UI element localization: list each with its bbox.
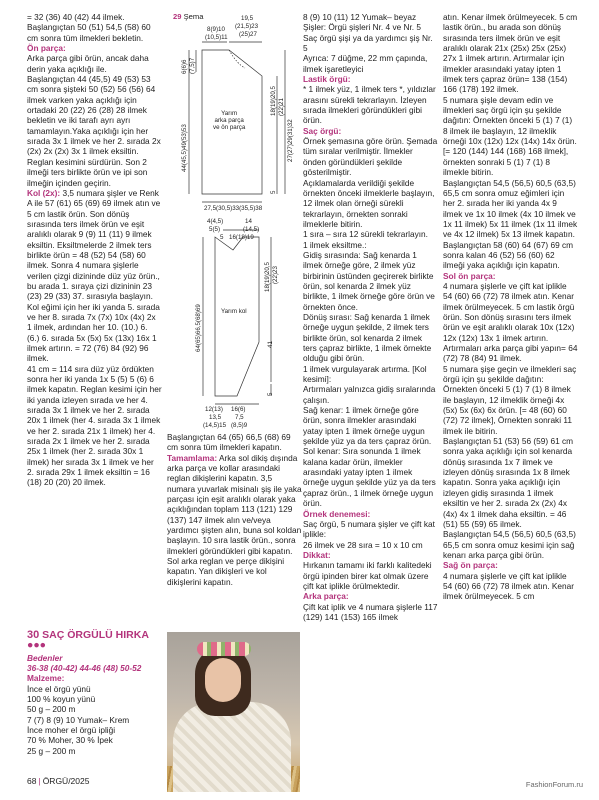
paragraph: atın. Kenar ilmek örülmeyecek. 5 cm lastik örün., bu arada son dönüş sırasında ters ilmek örün ve eşit aralıklı olarak 21x (25x) 25x (25x) 27x 1 ilmek artırın. Artırmalar için ilmekler arasındaki yatay ipten 1 ilmek ters çapraz örün= 138 (154) 166 (178) 192 ilmek. <box>443 12 578 95</box>
dim-label: 5(5) <box>209 226 221 233</box>
paragraph-text: Arka sol dikiş dışında arka parça ve kollar arasındaki reglan dikişlerini kapatın. 3,5 numara yuvarlak misinalı şiş ile yaka parçası için eşit aralıklı olarak yaka açıklığından toplam 113 (121) 129 (137) 147 ilmek alın ve/veya yardımcı şişten alın, buna sol koldan başlayın. 10 sıra lastik örün., sonra ilmekleri göründükleri gibi kapatın. Sol arka reglan ve perçe dikişini kapatın. Yan dikişleri ve kol dikişlerini kapatın. <box>167 452 302 587</box>
dim-label: (10,5)11 <box>205 34 228 41</box>
paragraph: Arka parça gibi örün, ancak daha derin yaka açıklığı ile. <box>27 53 149 74</box>
difficulty-dots-icon: ●●● <box>27 639 47 652</box>
paragraph: Başlangıçtan 51 (53) 56 (59) 61 cm sonra yaka açıklığı için sol kenarda dönüş sırasında 1x 7 ilmek ve izleyen dönüş sırasında 1x 8 ilmek kapatın. Sonra yaka açıklığı için izleyen gidiş sırasında 1 ilmek eksiltin ve her 2. sırada 2x (2x) 4x (4x) 4x 1 ilmek daha eksiltin. = 46 (51) 55 (59) 65 ilmek. <box>443 436 574 529</box>
paragraph: 5 numara şişle devam edin ve ilmekleri saç örgü için şu şekilde dağıtın: Örnekten önceki 5 (1) 7 (1) 8 ilmek ile başlayın, 12 ilmeklik örneği 10x (12x) 12x (14x) 14x örün. [= 120 (144) 144 (168) 168 ilmek], örnekten sonraki 5 (1) 7 (1) 8 ilmekle bitirin. <box>443 94 577 178</box>
paragraph: Gidiş sırasında: Sağ kenarda 1 ilmek örneğe göre, 2 ilmek yüz birbirinin üstünden geçirerek birlikte örün, sol kenarda 2 ilmek yüz birlikte, 1 ilmek örneğe göre örün ve örnekten önce. <box>303 249 435 312</box>
paragraph: = 32 (36) 40 (42) 44 ilmek. <box>27 12 125 22</box>
paragraph: Dönüş sırası: Sağ kenarda 1 ilmek örneğe uygun şekilde, 2 ilmek ters birlikte örün, sol kenarda 2 ilmek ters çapraz birlikte, 1 ilmek örnekte olduğu gibi örün. <box>303 311 432 364</box>
dim-label: 5 <box>270 190 277 194</box>
dim-label: (14,5)15 <box>203 422 227 429</box>
dim-label: (22)21 <box>278 98 285 116</box>
dim-label: 12(13) <box>205 406 223 413</box>
paragraph: Ayrıca: 7 düğme, 22 mm çapında, ilmek işaretleyici <box>303 53 428 74</box>
paragraph: Başlangıçtan 64 (65) 66,5 (68) 69 cm sonra tüm ilmekleri kapatın. <box>167 432 291 453</box>
paragraph: 5 numara şişe geçin ve ilmekleri saç örgü için şu şekilde dağıtın: Örnekten önceki 5 (1) 7 (1) 8 ilmek ile başlayın, 12 ilmeklik örneği 4x (5x) 5x (6x) 6x örün. [= 48 (60) 60 (72) 72 ilmek], Örnekten sonraki 11 ilmek ile bitirin. <box>443 363 577 436</box>
dim-label: (25)27 <box>239 31 257 38</box>
paragraph: Örnek şemasına göre örün. Şemada tüm sıralar verilmiştir. İlmekler önden göründükleri şekilde gösterilmiştir. <box>303 136 438 178</box>
dim-label: 16(6) <box>231 406 246 413</box>
paragraph: Artırmaları yalnızca gidiş sıralarında çalışın. <box>303 384 436 405</box>
diagram-number: 29 <box>173 12 182 21</box>
dim-label: (21,5)23 <box>235 23 259 30</box>
material-line: İnce el örgü yünü <box>27 683 91 694</box>
dim-label: 8(9)10 <box>207 26 225 33</box>
pattern-number: 30 <box>27 629 40 641</box>
dim-label: 5 <box>267 392 274 396</box>
section-heading-sag-on: Sağ ön parça: <box>443 560 498 571</box>
dim-label: 13,5 <box>209 414 222 421</box>
paragraph: Sağ kenar: 1 ilmek örneğe göre örün, sonra ilmekler arasındaki yatay ipten 1 ilmek örneğe uygun şekilde yüz ya da ters çapraz örün. <box>303 405 432 447</box>
dim-label: 4(4,5) <box>207 218 224 225</box>
material-line: 7 (7) 8 (9) 10 Yumak– Krem <box>27 714 130 725</box>
paragraph: Başlangıçtan 58 (60) 64 (67) 69 cm sonra kalan 46 (52) 56 (60) 62 ilmeği yaka açıklığı için kapatın. <box>443 239 574 271</box>
paragraph: Başlangıçtan 44 (45,5) 49 (53) 53 cm sonra şişteki 50 (52) 56 (56) 64 ilmek varken yaka açıklığı için ortadaki 20 (22) 26 (28) 28 ilmek bekletin ve iki tarafı ayrı ayrı tamamlayın.Yaka açıklığı için her sırada 3x 1 ilmek ve her 2. sırada 2x (2x) 2x (2x) 3x 1 ilmek eksiltin. Reglan kesimini sürdürün. Son 2 ilmeği ters birlikte örün ve ipi son ilmeğin içinden geçirin. <box>27 74 161 188</box>
sizes-value: 36-38 (40-42) 44-46 (48) 50-52 <box>27 663 142 674</box>
page-number: 68 <box>27 776 37 786</box>
dim-label: 27(27)29(31)32 <box>287 119 294 162</box>
text-column-1 <box>27 12 162 488</box>
section-heading-dikkat: Dikkat: <box>303 549 331 560</box>
materials-heading: Malzeme: <box>27 673 65 684</box>
section-heading-arka: Arka parça: <box>303 591 349 602</box>
dim-label: 18(19)20,5 <box>264 262 271 292</box>
watermark-site: FashionForum.ru <box>525 780 583 789</box>
paragraph: 1 ilmek eksiltme.: <box>303 239 367 250</box>
paragraph-text: 3,5 numara şişler ve Renk A ile 57 (61) 65 (69) 69 ilmek atın ve 5 cm lastik örün. Son dönüş sırasında ters ilmek örün ve eşit aralıklı olarak 9 (9) 11 (11) 9 ilmek eksiltin. Eksiltmelerde 2 ilmek ters birlikte örün = 48 (52) 54 (58) 60 ilmek. Sonra 4 numara şişlerle verilen çizgi dizininde düz yüz örün., bu arada 1. sıraya çizi dizininin 23 (23) 29 (33) 37. sırasıyla başlayın. <box>27 187 161 302</box>
paragraph: 26 ilmek ve 28 sıra = 10 x 10 cm <box>303 539 423 550</box>
paragraph: Saç örgü, 5 numara şişler ve çift kat iplikle: <box>303 518 435 540</box>
paragraph: Şişler: Örgü şişleri Nr. 4 ve Nr. 5 <box>303 22 422 33</box>
dim-label: (8,5)9 <box>231 422 248 429</box>
model-photo <box>167 632 300 792</box>
magazine-name: ÖRGÜ/2025 <box>42 776 90 786</box>
page-footer <box>27 776 89 786</box>
dim-label: 6(6)6 <box>181 59 188 74</box>
paragraph: 4 numara şişlerle ve çift kat iplikle 54 (60) 66 (72) 78 ilmek atın. Kenar ilmek örülmeyecek. 5 cm lastik örgü örün. Son dönüş sırasını ters ilmek örün ve eşit aralıklı olarak 10x (12x) 12x (12x) 13x 1 ilmek artırın. Artırmaları arka parça gibi yapın= 64 (72) 78 (84) 91 ilmek. <box>443 280 578 364</box>
flower-crown <box>197 642 251 656</box>
dim-label: 16(18)19 <box>229 234 254 241</box>
section-heading-sac: Saç örgü: <box>303 125 342 136</box>
dim-label: 44(45,5)49(53)53 <box>181 124 188 172</box>
paragraph: * 1 ilmek yüz, 1 ilmek ters *, yıldızlar arasını sürekli tekrarlayın. İzleyen sırada ilmekleri göründükleri gibi örün. <box>303 84 436 126</box>
paragraph: Saç örgü şişi ya da yardımcı şiş Nr. 5 <box>303 32 433 54</box>
paragraph: Hırkanın tamamı iki farklı kalitedeki örgü ipinden birer kat olmak üzere çift kat iplikle örülmektedir. <box>303 560 432 591</box>
paragraph: Başlangıçtan 50 (51) 54,5 (58) 60 cm sonra tüm ilmekleri bekletin. <box>27 22 151 43</box>
paragraph: Kol eğimi için her iki yanda 5. sırada ve her 8. sırada 7x (7x) 10x (4x) 2x 1 ilmek, ardından her 10. (10.) 6. (6.) 6. sırada 5x (5x) 5x (13x) 16x 1 ilmek artırın. = 72 (76) 84 (92) 96 ilmek. <box>27 301 160 364</box>
paragraph: Başlangıçtan 54,5 (56,5) 60,5 (63,5) 65,5 cm sonra omuz eğimleri için her 2. sırada her iki yanda 4x 9 ilmek ve 1x 10 ilmek (4x 10 ilmek ve 1x 11 ilmek) 5x 11 ilmek (1x 11 ilmek ve 4x 12 ilmek) 5x 13 ilmek kapatın. <box>443 177 578 240</box>
section-heading-tamamlama: Tamamlama: <box>167 452 218 463</box>
face-shape <box>205 658 241 702</box>
paragraph: 8 (9) 10 (11) 12 Yumak– beyaz <box>303 12 417 22</box>
dim-label: 14 <box>245 218 252 225</box>
dim-label: 27,5(30,5)33(35,5)38 <box>204 205 263 212</box>
paragraph-kol <box>27 188 162 302</box>
dim-label: 41 <box>267 341 274 348</box>
dim-label: 19,5 <box>241 15 254 22</box>
material-line: 100 % koyun yünü <box>27 694 96 705</box>
material-line: 70 % Moher, 30 % İpek <box>27 735 113 746</box>
sizes-heading: Bedenler <box>27 652 63 663</box>
dim-label: (14,5) <box>243 226 260 233</box>
text-column-2 <box>167 12 302 587</box>
paragraph: 4 numara şişlerle ve çift kat iplikle 54 (60) 66 (72) 78 ilmek atın. Kenar ilmek örülmeyecek. 5 cm <box>443 570 574 602</box>
paragraph: Sol kenar: Sıra sonunda 1 ilmek kalana kadar örün, ilmekler arasındaki yatay ipten 1 ilmek örneğe uygun şekilde yüz ya da ters çapraz örün., 1 ilmek örneğe uygun örün. <box>303 446 436 509</box>
dim-label: (22)23 <box>272 266 279 284</box>
material-line: 50 g – 200 m <box>27 704 76 715</box>
section-heading-kol: Kol (2x): <box>27 187 61 198</box>
paragraph: 1 sıra – sıra 12 sürekli tekrarlayın. <box>303 229 428 240</box>
dim-label: 7,5 <box>235 414 244 421</box>
paragraph: Çift kat iplik ve 4 numara şişlerle 117 (129) 141 (153) 165 ilmek <box>303 601 438 622</box>
section-heading-on-parca: Ön parça: <box>27 43 66 54</box>
dim-label: 18(19)20,5 <box>270 86 277 116</box>
diagram-word: Şema <box>183 12 204 21</box>
text-column-4 <box>443 12 578 602</box>
paragraph: 41 cm = 114 sıra düz yüz ördükten sonra her iki yanda 1x 5 (5) 5 (6) 6 ilmek kapatın. Reglan kesimi için her iki yanda izleyen sırada ve her 4. sırada 3x 1 ilmek ve her 2. sırada 20x 1 ilmek (her 4. sırada 3x 1 ilmek ve her 2. sırada 21x 1 ilmek) her 4. sırada 2x 1 ilmek ve her 2. sırada 25x 1 ilmek (her 2. sırada 30x 1 ilmek) her sırada 3x 1 ilmek ve her 2. sırada 29x 1 ilmek eksiltin = 16 (18) 20 (20) 20 ilmek. <box>27 363 162 488</box>
sleeve-piece-label: Yarım kol <box>221 308 247 315</box>
schematic-diagram <box>167 12 302 432</box>
pattern-name: SAÇ ÖRGÜLÜ HIRKA <box>42 629 149 641</box>
paragraph-tamamlama <box>167 453 302 587</box>
body-piece-label: Yarım arka parça ve ön parça <box>213 110 246 131</box>
material-line: İnce moher el örgü ipliği <box>27 725 116 736</box>
diagram-lines <box>167 12 302 432</box>
dim-label: 5 <box>220 234 224 241</box>
pattern-title <box>27 630 162 651</box>
paragraph: Başlangıçtan 54,5 (56,5) 60,5 (63,5) 65,5 cm sonra omuz kesimi için sağ kenarı arka parça gibi örün. <box>443 529 576 560</box>
pattern-info <box>27 630 162 756</box>
dim-label: (7,5)7 <box>189 57 196 74</box>
section-heading-lastik: Lastik örgü: <box>303 74 351 85</box>
text-column-3 <box>303 12 438 622</box>
material-line: 25 g – 200 m <box>27 745 76 756</box>
paragraph: 1 ilmek vurgulayarak artırma. [Kol kesimi]: <box>303 363 427 385</box>
footer-separator: | <box>38 776 41 786</box>
paragraph: Açıklamalarda verildiği şekilde örnekten önceki ilmeklerle başlayın, 12 ilmek olan örneği sürekli tekrarlayın, örnekten sonraki ilmeklerle bitirin. <box>303 177 435 229</box>
dim-label: 64(65)66,5(68)69 <box>195 304 202 352</box>
section-heading-ornek: Örnek denemesi: <box>303 508 371 519</box>
section-heading-sol-on: Sol ön parça: <box>443 270 496 281</box>
